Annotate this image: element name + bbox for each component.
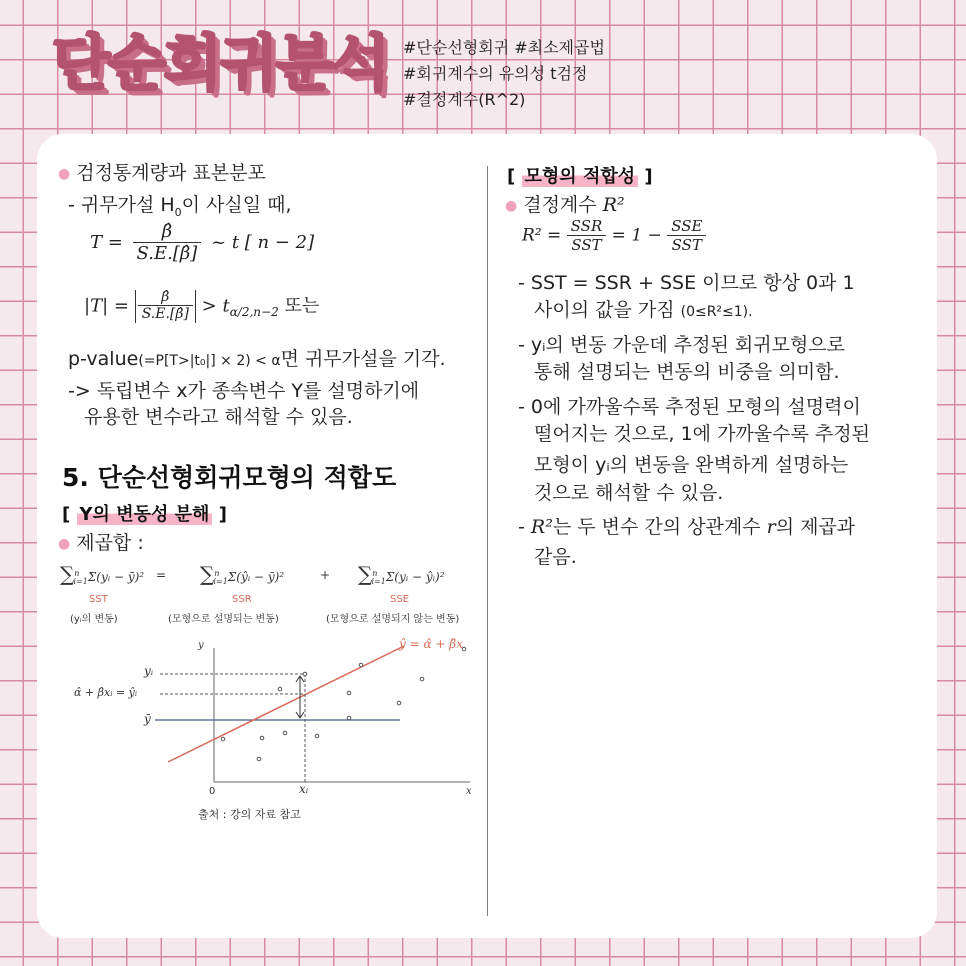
section-5-heading: 5. 단순선형회귀모형의 적합도 [62, 463, 397, 492]
hashtag-line-1: #단순선형회귀 #최소제곱법 [403, 38, 605, 57]
bullet-test-statistic: ● 검정통계량과 표본분포 [58, 162, 266, 184]
y-decomposition-title: [ Y의 변동성 분해 ] [62, 504, 227, 525]
title-banner [52, 28, 392, 108]
r-squared-equation: R² = $\frac{\text{SSR}}{\text{SST}}$ = 1 − $\frac{\text{SSE}}{\text{SST}}$ [522, 218, 706, 254]
hashtag-line-3: #결정계수(R^2) [403, 90, 526, 109]
figure-fitted-label: α̂ + β̂xᵢ = ŷᵢ [74, 686, 138, 699]
r2-line-6: 떨어지는 것으로, 1에 가까울수록 추정된 [534, 423, 870, 445]
r2-line-5: - 0에 가까울수록 추정된 모형의 설명력이 [518, 396, 861, 418]
sst-term: ∑$^n_{i=1}$Σ(yᵢ − ȳ)² [60, 562, 145, 587]
figure-xi-label: xᵢ [299, 782, 309, 796]
sse-label: SSE [390, 594, 410, 605]
figure-origin-label: 0 [209, 786, 216, 797]
equals-sign: = [156, 568, 167, 582]
interpretation-line-1: -> 독립변수 x가 종속변수 Y를 설명하기에 [68, 380, 420, 402]
interpretation-line-2: 유용한 변수라고 해석할 수 있음. [84, 406, 353, 428]
figure-y-axis-label: y [198, 640, 204, 651]
r2-line-7: 모형이 yᵢ의 변동을 완벽하게 설명하는 [534, 454, 849, 476]
bullet-sum-of-squares: ● 제곱합 : [58, 532, 144, 554]
hashtag-line-2: #회귀계수의 유의성 t검정 [403, 64, 588, 83]
r2-line-8: 것으로 해석할 수 있음. [534, 482, 724, 504]
column-divider [487, 166, 488, 916]
p-value-line: p-value(=P[T>|t₀|] × 2) < α면 귀무가설을 기각. [68, 348, 446, 370]
r2-line-4: 통해 설명되는 변동의 비중을 의미함. [534, 361, 840, 383]
r2-line-9: - R²는 두 변수 간의 상관계수 r의 제곱과 [518, 516, 856, 538]
r2-line-3: - yᵢ의 변동 가운데 추정된 회귀모형으로 [518, 334, 846, 356]
sse-term: ∑$^n_{i=1}$Σ(yᵢ − ŷᵢ)² [358, 562, 445, 587]
bullet-dot: ● [58, 535, 71, 552]
fitted-line [168, 646, 404, 762]
t-statistic-equation: T = $\frac{\betâ}{S.E.[\betâ]}$ ~ t [ n − 2] [90, 221, 315, 264]
figure-x-axis-label: x [466, 786, 472, 797]
source-caption: 출처 : 강의 자료 참고 [198, 808, 301, 821]
r2-line-10: 같음. [534, 546, 577, 568]
model-fit-title: [ 모형의 적합성 ] [507, 166, 653, 187]
ssr-label: SSR [232, 594, 252, 605]
bullet-dot: ● [58, 165, 71, 182]
sse-description: (모형으로 설명되지 않는 변동) [326, 614, 460, 625]
regression-figure [60, 634, 480, 804]
sst-description: (yᵢ의 변동) [70, 614, 118, 625]
null-hypothesis-line: - 귀무가설 $H_0$이 사실일 때, [68, 194, 292, 219]
ssr-term: ∑$^n_{i=1}$Σ(ŷᵢ − ȳ)² [200, 562, 285, 587]
page-title: 단순회귀분석 [52, 29, 388, 99]
bullet-dot: ● [505, 197, 518, 214]
plus-sign: + [320, 568, 331, 582]
data-points [221, 647, 466, 761]
hashtags [403, 35, 605, 113]
r2-line-1: - SST = SSR + SSE 이므로 항상 0과 1 [518, 272, 855, 294]
bullet-r-squared: ● 결정계수 R² [505, 194, 625, 216]
ssr-description: (모형으로 설명되는 변동) [168, 614, 279, 625]
abs-t-equation: |T| = $\frac{\betâ}{S.E.[\betâ]}$ > $t_{\alpha/2,n-2}$ 또는 [84, 289, 320, 323]
figure-ybar-label: ȳ [144, 712, 151, 726]
figure-line-label: ŷ = α̂ + β̂x [399, 637, 463, 651]
sst-label: SST [89, 594, 108, 605]
figure-yi-label: yᵢ [144, 664, 154, 678]
r2-line-2: 사이의 값을 가짐 (0≤R²≤1). [534, 299, 753, 321]
